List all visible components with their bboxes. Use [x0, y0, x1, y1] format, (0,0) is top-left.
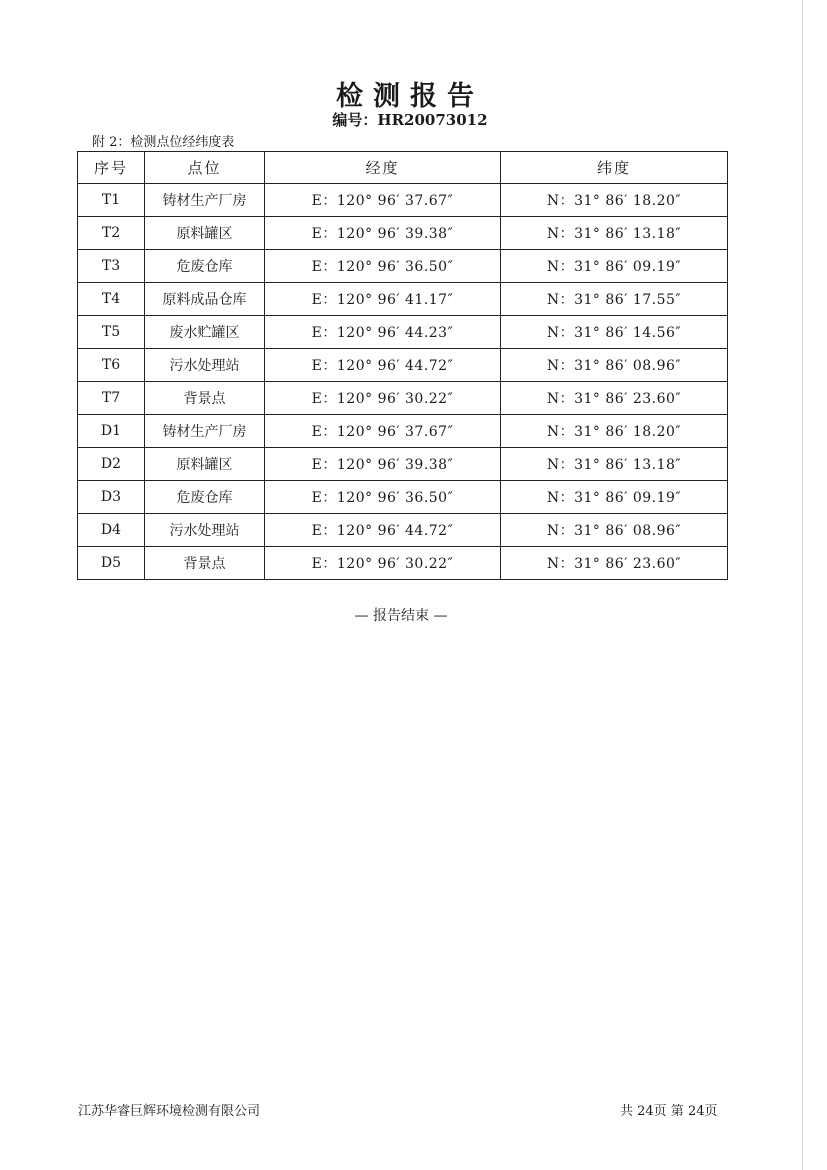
table-row [78, 448, 728, 481]
cell-location: 铸材生产厂房 [145, 415, 265, 448]
cell-id: T7 [78, 382, 145, 415]
table-row [78, 217, 728, 250]
cell-longitude: E：120° 96′ 44.23″ [265, 316, 501, 349]
cell-longitude: E：120° 96′ 44.72″ [265, 514, 501, 547]
table-row [78, 250, 728, 283]
footer-company-name: 江苏华睿巨辉环境检测有限公司 [78, 1104, 261, 1119]
cell-location: 污水处理站 [145, 514, 265, 547]
cell-latitude: N：31° 86′ 13.18″ [501, 217, 728, 250]
header-latitude: 纬度 [501, 152, 728, 184]
cell-longitude: E：120° 96′ 37.67″ [265, 184, 501, 217]
header-id: 序号 [78, 152, 145, 184]
cell-latitude: N：31° 86′ 23.60″ [501, 382, 728, 415]
cell-longitude: E：120° 96′ 39.38″ [265, 217, 501, 250]
cell-location: 背景点 [145, 547, 265, 580]
table-caption: 附 2：检测点位经纬度表 [92, 135, 235, 150]
table-row [78, 415, 728, 448]
cell-id: T3 [78, 250, 145, 283]
page-edge-line [802, 0, 803, 1170]
cell-id: D4 [78, 514, 145, 547]
report-title: 检测报告 [336, 81, 484, 112]
cell-id: T5 [78, 316, 145, 349]
cell-location: 污水处理站 [145, 349, 265, 382]
cell-latitude: N：31° 86′ 09.19″ [501, 250, 728, 283]
header-location: 点位 [145, 152, 265, 184]
cell-location: 原料罐区 [145, 217, 265, 250]
cell-longitude: E：120° 96′ 44.72″ [265, 349, 501, 382]
cell-location: 危废仓库 [145, 481, 265, 514]
cell-id: T4 [78, 283, 145, 316]
cell-location: 原料成品仓库 [145, 283, 265, 316]
cell-longitude: E：120° 96′ 36.50″ [265, 250, 501, 283]
table-row [78, 382, 728, 415]
cell-location: 危废仓库 [145, 250, 265, 283]
cell-latitude: N：31° 86′ 18.20″ [501, 415, 728, 448]
report-end-marker: — 报告结束 — [354, 608, 448, 624]
cell-latitude: N：31° 86′ 17.55″ [501, 283, 728, 316]
header-longitude: 经度 [265, 152, 501, 184]
cell-latitude: N：31° 86′ 14.56″ [501, 316, 728, 349]
coordinates-table [77, 151, 728, 580]
cell-longitude: E：120° 96′ 30.22″ [265, 547, 501, 580]
cell-latitude: N：31° 86′ 13.18″ [501, 448, 728, 481]
cell-longitude: E：120° 96′ 36.50″ [265, 481, 501, 514]
table-row [78, 184, 728, 217]
cell-location: 背景点 [145, 382, 265, 415]
cell-id: T1 [78, 184, 145, 217]
cell-latitude: N：31° 86′ 08.96″ [501, 514, 728, 547]
cell-latitude: N：31° 86′ 09.19″ [501, 481, 728, 514]
cell-longitude: E：120° 96′ 30.22″ [265, 382, 501, 415]
cell-location: 废水贮罐区 [145, 316, 265, 349]
cell-id: T2 [78, 217, 145, 250]
cell-latitude: N：31° 86′ 08.96″ [501, 349, 728, 382]
cell-id: D2 [78, 448, 145, 481]
cell-location: 铸材生产厂房 [145, 184, 265, 217]
cell-latitude: N：31° 86′ 23.60″ [501, 547, 728, 580]
cell-longitude: E：120° 96′ 39.38″ [265, 448, 501, 481]
table-row [78, 547, 728, 580]
cell-location: 原料罐区 [145, 448, 265, 481]
table-row [78, 316, 728, 349]
table-row [78, 349, 728, 382]
cell-id: T6 [78, 349, 145, 382]
report-number: 编号：HR20073012 [332, 111, 488, 129]
table-row [78, 481, 728, 514]
cell-longitude: E：120° 96′ 37.67″ [265, 415, 501, 448]
cell-longitude: E：120° 96′ 41.17″ [265, 283, 501, 316]
cell-id: D5 [78, 547, 145, 580]
cell-id: D1 [78, 415, 145, 448]
cell-latitude: N：31° 86′ 18.20″ [501, 184, 728, 217]
table-header-row [78, 152, 728, 184]
table-row [78, 283, 728, 316]
footer-page-count: 共 24页 第 24页 [620, 1104, 718, 1119]
table-row [78, 514, 728, 547]
cell-id: D3 [78, 481, 145, 514]
